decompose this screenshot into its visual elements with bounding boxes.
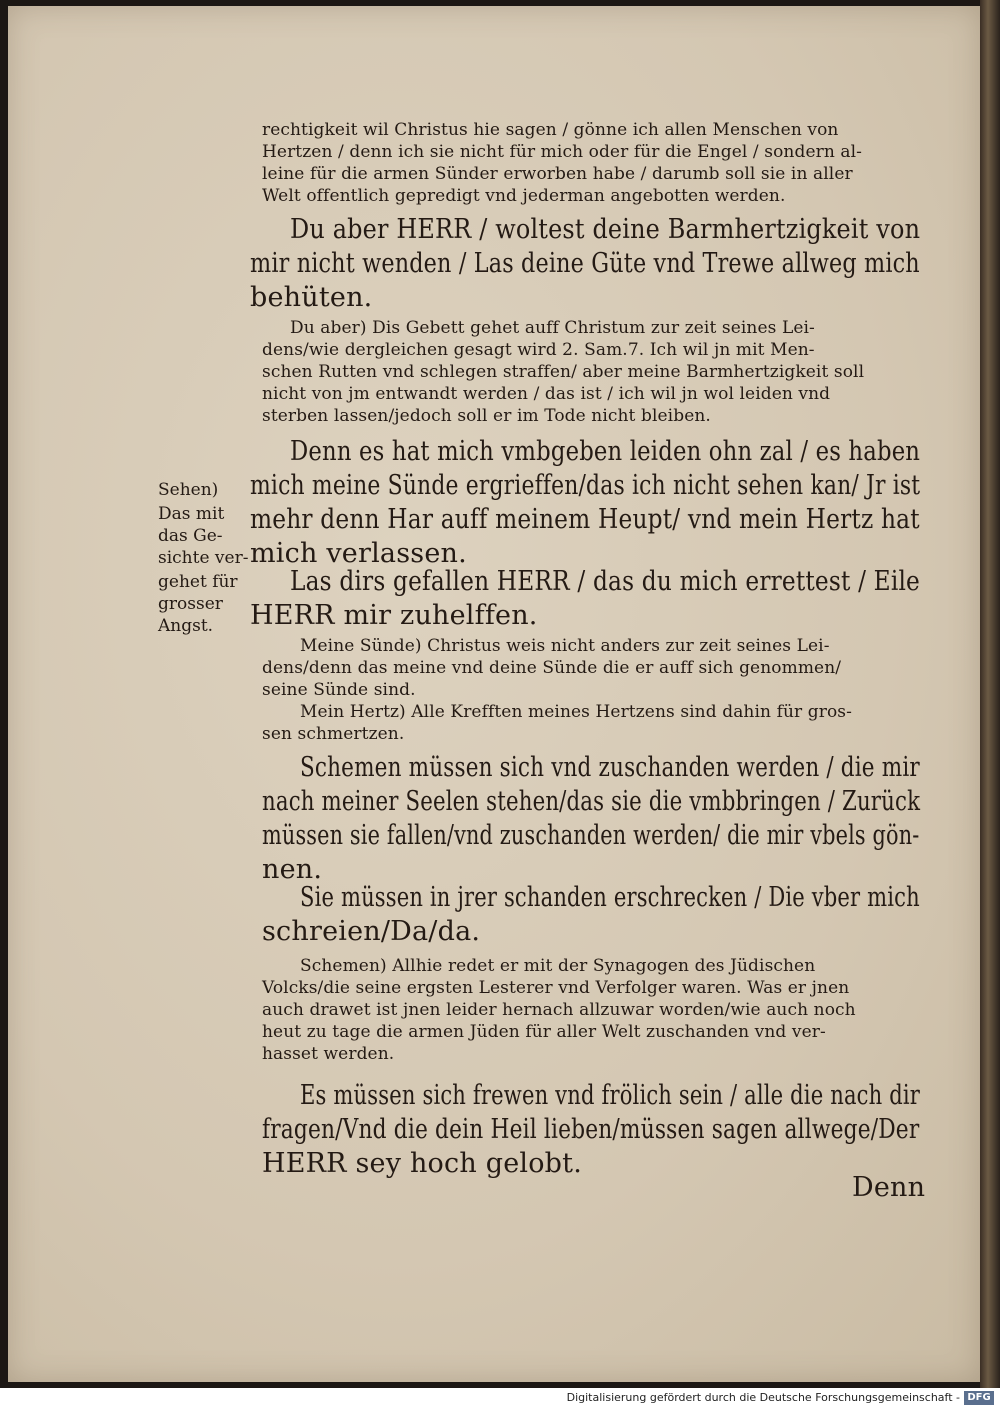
marginal-note-line: das Ge‐ xyxy=(158,526,223,546)
text-line: Du aber) Dis Gebett gehet auff Christum zur zeit seines Lei‐ xyxy=(290,318,815,338)
text-line: sterben lassen/jedoch soll er im Tode nicht bleiben. xyxy=(262,406,711,426)
footer-credit: Digitalisierung gefördert durch die Deutsche Forschungsgemeinschaft - xyxy=(566,1391,960,1404)
text-line: rechtigkeit wil Christus hie sagen / gönne ich allen Menschen von xyxy=(262,120,839,140)
text-line: mir nicht wenden / Las deine Güte vnd Trewe allweg mich xyxy=(250,248,920,279)
text-line: auch drawet ist jnen leider hernach allzuwar worden/wie auch noch xyxy=(262,1000,856,1020)
text-line: Hertzen / denn ich sie nicht für mich oder für die Engel / sondern al‐ xyxy=(262,142,862,162)
text-line: seine Sünde sind. xyxy=(262,680,416,700)
text-line: fragen/Vnd die dein Heil lieben/müssen sagen allwege/Der xyxy=(262,1114,920,1145)
text-line: Schemen müssen sich vnd zuschanden werden / die mir xyxy=(300,752,920,783)
text-line: Denn es hat mich vmbgeben leiden ohn zal / es haben xyxy=(290,436,921,467)
text-line: Du aber HERR / woltest deine Barmhertzigkeit von xyxy=(290,214,921,245)
text-line: Welt offentlich gepredigt vnd jederman angebotten werden. xyxy=(262,186,786,206)
text-line: leine für die armen Sünder erworben habe / darumb soll sie in aller xyxy=(262,164,853,184)
text-line: dens/wie dergleichen gesagt wird 2. Sam.7. Ich wil jn mit Men‐ xyxy=(262,340,815,360)
text-line: Es müssen sich frewen vnd frölich sein / alle die nach dir xyxy=(300,1080,921,1111)
book-page xyxy=(8,6,980,1382)
text-line: schen Rutten vnd schlegen straffen/ aber meine Barmhertzigkeit soll xyxy=(262,362,865,382)
text-line: nicht von jm entwandt werden / das ist / ich wil jn wol leiden vnd xyxy=(262,384,831,404)
text-line: Volcks/die seine ergsten Lesterer vnd Verfolger waren. Was er jnen xyxy=(262,978,850,998)
catchword: Denn xyxy=(852,1172,926,1203)
marginal-note-line: sichte ver‐ xyxy=(158,548,249,568)
text-line: HERR mir zuhelffen. xyxy=(250,600,538,631)
text-line: behüten. xyxy=(250,282,373,313)
text-line: heut zu tage die armen Jüden für aller Welt zuschanden vnd ver‐ xyxy=(262,1022,826,1042)
text-line: Las dirs gefallen HERR / das du mich errettest / Eile xyxy=(290,566,921,597)
marginal-note-line: Das mit xyxy=(158,504,225,524)
text-line: mich verlassen. xyxy=(250,538,467,569)
text-line: Sie müssen in jrer schanden erschrecken / Die vber mich xyxy=(300,882,920,913)
text-line: schreien/Da/da. xyxy=(262,916,481,947)
marginal-note-line: gehet für xyxy=(158,572,238,592)
text-line: sen schmertzen. xyxy=(262,724,405,744)
text-line: müssen sie fallen/vnd zuschanden werden/ die mir vbels gön‐ xyxy=(262,820,920,851)
text-line: Mein Hertz) Alle Krefften meines Hertzens sind dahin für gros‐ xyxy=(300,702,852,722)
dfg-logo: DFG xyxy=(964,1391,994,1405)
text-line: HERR sey hoch gelobt. xyxy=(262,1148,582,1179)
text-line: mich meine Sünde ergrieffen/das ich nicht sehen kan/ Jr ist xyxy=(250,470,921,501)
text-line: dens/denn das meine vnd deine Sünde die er auff sich genommen/ xyxy=(262,658,842,678)
marginal-note-line: Angst. xyxy=(158,616,214,636)
marginal-note-line: Sehen) xyxy=(158,480,219,500)
text-line: Schemen) Allhie redet er mit der Synagogen des Jüdischen xyxy=(300,956,816,976)
footer-bar xyxy=(0,1388,1000,1409)
book-edge xyxy=(980,0,1000,1388)
marginal-note-line: grosser xyxy=(158,594,223,614)
text-line: Meine Sünde) Christus weis nicht anders zur zeit seines Lei‐ xyxy=(300,636,830,656)
text-line: hasset werden. xyxy=(262,1044,395,1064)
text-line: mehr denn Har auff meinem Heupt/ vnd mein Hertz hat xyxy=(250,504,920,535)
text-line: nach meiner Seelen stehen/das sie die vmbbringen / Zurück xyxy=(262,786,921,817)
text-line: nen. xyxy=(262,854,323,885)
